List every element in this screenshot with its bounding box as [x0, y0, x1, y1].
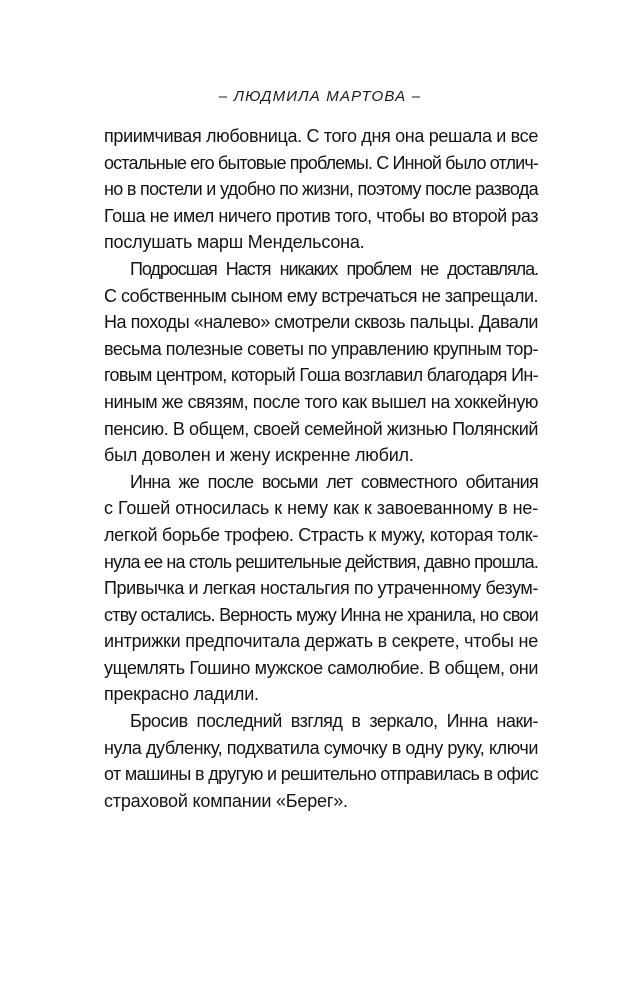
body-text: [104, 123, 538, 814]
text-line: легкой борьбе трофею. Страсть к мужу, которая толк-: [104, 524, 538, 545]
text-line: весьма полезные советы по управлению крупным тор-: [104, 338, 538, 359]
paragraph: [104, 469, 538, 496]
paragraph-tail: [104, 788, 538, 815]
text-line: был доволен и жену искренне любил.: [104, 445, 414, 466]
text-line: нула дубленку, подхватила сумочку в одну руку, ключи: [104, 737, 538, 758]
running-header: – ЛЮДМИЛА МАРТОВА –: [218, 88, 422, 105]
text-line: На походы «налево» смотрели сквозь пальцы. Давали: [104, 312, 538, 333]
text-line: приимчивая любовница. С того дня она решала и все: [104, 126, 539, 146]
paragraph: [104, 708, 538, 735]
text-line: страховой компании «Берег».: [104, 790, 348, 811]
text-line: пенсию. В общем, своей семейной жизнью Полянский: [104, 418, 538, 439]
paragraph: [104, 495, 538, 681]
text-line: нула ее на столь решительные действия, давно прошла.: [104, 551, 538, 572]
text-line: прекрасно ладили.: [104, 684, 259, 705]
text-line: Инна же после восьми лет совместного обитания: [130, 471, 538, 492]
text-line: но в постели и удобно по жизни, поэтому после развода: [104, 179, 538, 200]
text-line: ниным же связям, после того как вышел на хоккейную: [104, 391, 538, 412]
text-line: Гоша не имел ничего против того, чтобы во второй раз: [104, 205, 538, 226]
text-line: С собственным сыном ему встречаться не запрещали.: [104, 285, 538, 306]
text-line: от машины в другую и решительно отправилась в офис: [104, 764, 538, 785]
paragraph-tail: [104, 681, 538, 708]
text-line: Бросив последний взгляд в зеркало, Инна наки-: [130, 711, 538, 732]
paragraph: [104, 283, 538, 443]
paragraph-tail: [104, 442, 538, 469]
text-line: ущемлять Гошино мужское самолюбие. В общем, они: [104, 657, 538, 678]
text-line: ству остались. Верность мужу Инна не хранила, но свои: [104, 604, 538, 625]
text-line: интрижки предпочитала держать в секрете, чтобы не: [104, 631, 538, 652]
paragraph: [104, 256, 538, 283]
text-line: с Гошей относилась к нему как к завоеванному в не-: [104, 498, 538, 519]
text-line: остальные его бытовые проблемы. С Инной было отлич-: [104, 152, 538, 173]
text-line: Привычка и легкая ностальгия по утраченному безум-: [104, 578, 538, 599]
text-line: Подросшая Настя никаких проблем не доставляла.: [130, 258, 538, 279]
paragraph-tail: [104, 229, 538, 256]
text-line: говым центром, который Гоша возглавил благодаря Ин-: [104, 365, 538, 386]
text-line: послушать марш Мендельсона.: [104, 232, 365, 253]
paragraph: [104, 123, 538, 229]
paragraph: [104, 735, 538, 788]
